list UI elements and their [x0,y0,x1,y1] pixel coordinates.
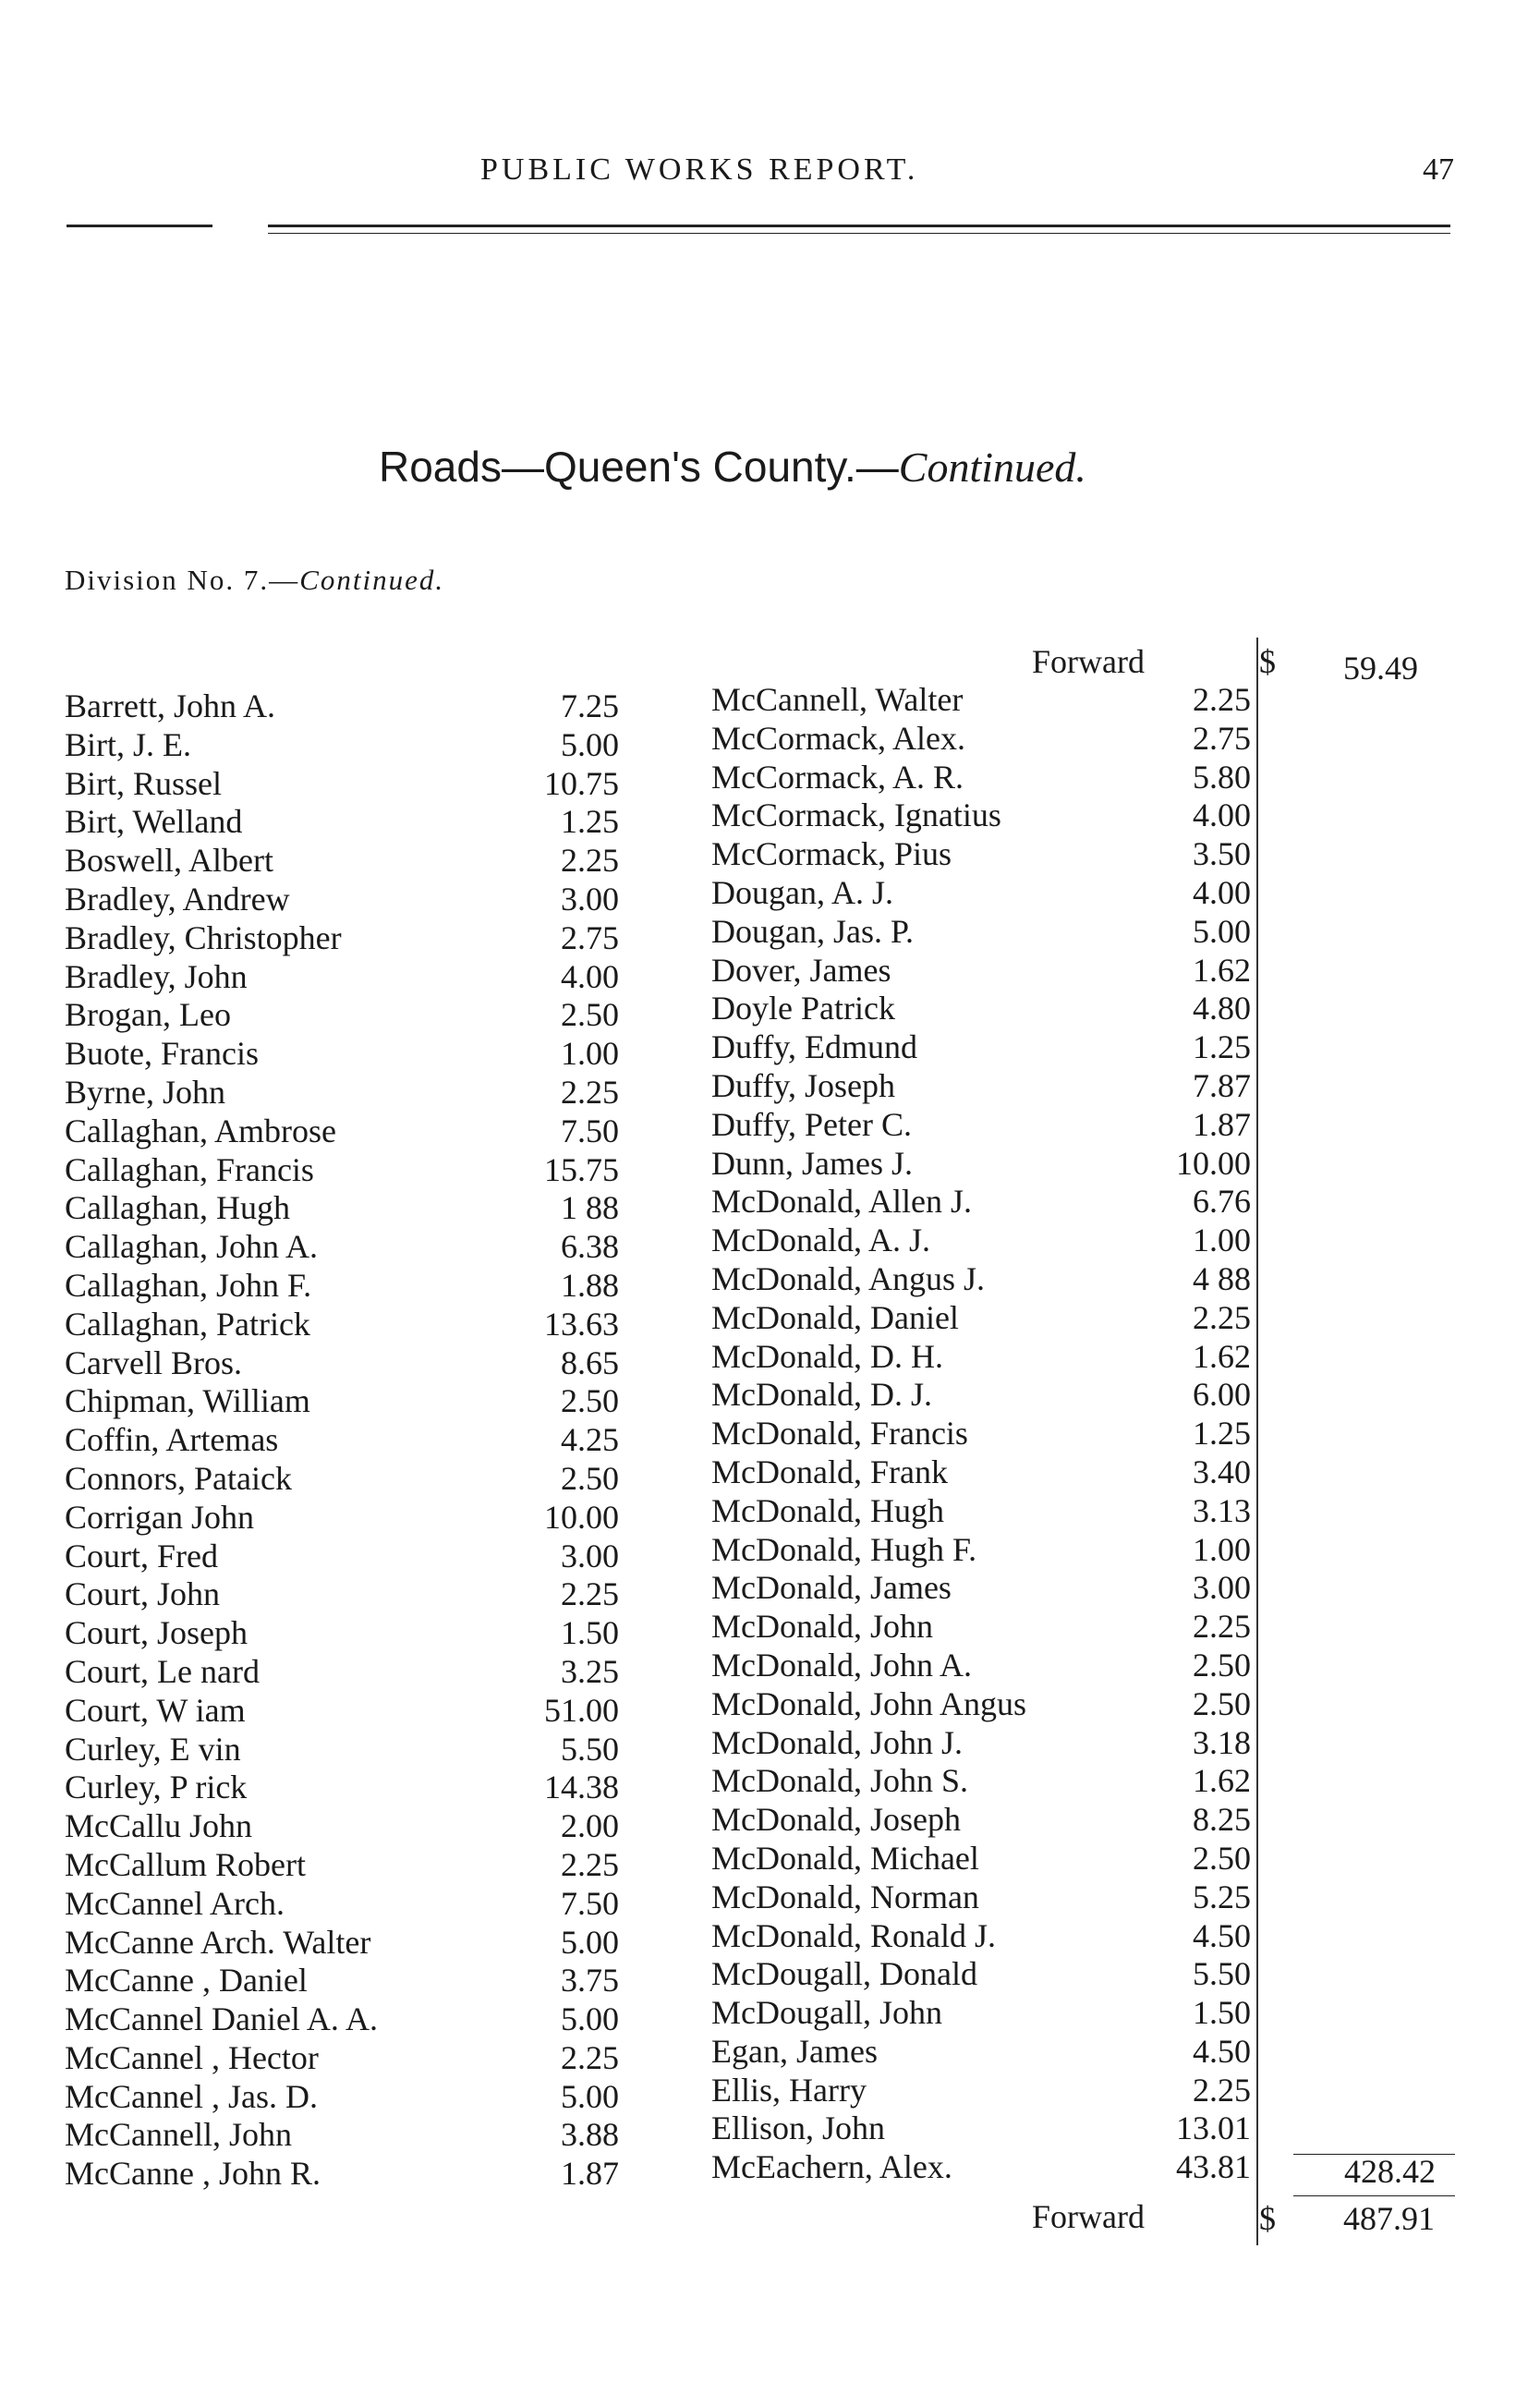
entry-amount: 3.40 [1193,1453,1251,1490]
entry-name: McCallu John [65,1807,252,1845]
entry-amount: 8.65 [561,1343,619,1381]
list-item [65,2116,619,2155]
list-item [65,1112,619,1151]
entry-amount: 2.25 [561,2038,619,2076]
entry-name: McCannel Arch. [65,1884,285,1922]
entry-amount: 2.50 [1193,1684,1251,1722]
entry-amount: 1.62 [1193,951,1251,989]
entry-name: McDonald, Frank [711,1453,948,1490]
list-item [711,681,1256,720]
list-item [711,720,1256,759]
entry-amount: 1.87 [561,2155,619,2193]
division-label-text: Division No. 7.— [65,564,300,596]
entry-name: Bradley, Andrew [65,880,290,918]
list-item [711,1183,1256,1222]
entry-name: McCormack, Ignatius [711,796,1001,834]
list-item [711,990,1256,1028]
list-item [711,874,1256,913]
column-rule [1256,638,1258,2245]
entry-name: Barrett, John A. [65,687,275,724]
entry-name: Duffy, Peter C. [711,1105,912,1143]
list-item [65,919,619,958]
list-item [65,1538,619,1576]
list-item [65,1692,619,1731]
entry-amount: 1.50 [561,1614,619,1652]
entry-name: McDougall, John [711,1994,942,2032]
list-item [711,1222,1256,1260]
forward-top-currency: $ [1259,643,1276,680]
section-title [379,442,1086,492]
entry-name: Byrne, John [65,1073,225,1111]
list-item [711,2072,1256,2110]
list-item [711,796,1256,835]
entry-name: McCanne , Daniel [65,1962,308,2000]
section-title-text: Roads—Queen's County.— [379,443,899,491]
header-rule-long [268,225,1450,227]
list-item [711,1955,1256,1994]
entry-amount: 7.87 [1193,1066,1251,1104]
entry-name: Callaghan, John F. [65,1266,312,1304]
entry-name: McDonald, Norman [711,1878,979,1915]
list-item [711,1415,1256,1453]
list-item [65,1731,619,1769]
entry-name: McDonald, Francis [711,1415,968,1453]
entry-name: Dougan, Jas. P. [711,912,915,950]
entry-name: McDonald, Michael [711,1839,979,1877]
list-item [711,1801,1256,1840]
list-item [711,1531,1256,1570]
entry-name: McCannell, Walter [711,681,964,718]
forward-top-label: Forward [1032,643,1145,680]
entry-name: Duffy, Joseph [711,1066,895,1104]
entry-name: McCanne , John R. [65,2155,321,2193]
entry-amount: 4.00 [1193,873,1251,911]
list-item [711,1453,1256,1492]
entry-amount: 1.88 [561,1266,619,1304]
entry-name: Ellis, Harry [711,2071,867,2109]
list-item [65,1499,619,1538]
list-item [711,1762,1256,1801]
total-rule-bottom [1293,2195,1455,2196]
list-item [65,1306,619,1344]
list-item [65,1228,619,1267]
entry-name: Callaghan, Francis [65,1150,314,1188]
entry-amount: 7.50 [561,1884,619,1922]
entry-name: Egan, James [711,2032,878,2070]
entry-name: McDonald, Hugh F. [711,1530,977,1568]
header-rule-thin [268,233,1450,234]
entry-name: Duffy, Edmund [711,1028,917,1066]
entry-amount: 2.25 [1193,1608,1251,1646]
entry-amount: 1.00 [1193,1530,1251,1568]
list-item [65,1189,619,1228]
entry-name: McCannell, John [65,2116,292,2154]
entry-amount: 2.25 [561,1845,619,1883]
entry-name: Curley, P rick [65,1769,248,1806]
entry-amount: 3.25 [561,1652,619,1690]
entry-name: Court, W iam [65,1691,246,1729]
entry-amount: 5.25 [1193,1878,1251,1915]
entry-amount: 2.50 [1193,1646,1251,1684]
entry-name: Birt, Russel [65,764,223,802]
entry-name: Carvell Bros. [65,1343,242,1381]
entry-amount: 2.25 [1193,1298,1251,1336]
list-item [711,1647,1256,1685]
list-item [65,1267,619,1306]
list-item [711,1260,1256,1299]
entry-amount: 4.80 [1193,990,1251,1027]
header-rule-short [67,225,212,227]
entry-amount: 2.50 [1193,1839,1251,1877]
entry-amount: 4.50 [1193,2032,1251,2070]
list-item [65,2078,619,2117]
entry-name: Connors, Pataick [65,1459,292,1497]
entry-name: McCannel , Jas. D. [65,2077,318,2115]
entry-name: McDonald, John [711,1608,933,1646]
list-item [65,1382,619,1421]
entry-name: Buote, Francis [65,1035,259,1073]
list-item [65,1575,619,1614]
entry-amount: 1.00 [1193,1222,1251,1259]
entry-name: Birt, J. E. [65,725,192,763]
entry-amount: 6.38 [561,1228,619,1266]
entry-name: Callaghan, Hugh [65,1189,290,1227]
list-item [711,1724,1256,1763]
entry-amount: 51.00 [544,1691,619,1729]
entry-amount: 4.25 [561,1421,619,1459]
list-item [711,952,1256,991]
entry-amount: 10.75 [544,764,619,802]
entry-amount: 7.50 [561,1112,619,1149]
entry-amount: 5.50 [561,1730,619,1768]
entry-name: McDonald, Daniel [711,1298,959,1336]
list-item [65,1885,619,1924]
entry-amount: 4 88 [1193,1259,1251,1297]
entry-amount: 14.38 [544,1769,619,1806]
entry-amount: 2.50 [561,1459,619,1497]
list-item [711,759,1256,797]
entry-name: McDonald, Ronald J. [711,1916,996,1954]
list-item [711,835,1256,874]
list-item [65,1614,619,1653]
entry-amount: 2.25 [561,842,619,880]
entry-name: McCannel , Hector [65,2038,319,2076]
entry-name: McDonald, Hugh [711,1491,944,1529]
page-number: 47 [1423,152,1454,187]
entry-amount: 3.13 [1193,1491,1251,1529]
entry-amount: 10.00 [1176,1144,1251,1182]
entry-amount: 3.00 [561,880,619,918]
list-item [711,1840,1256,1878]
entry-amount: 8.25 [1193,1801,1251,1839]
entry-name: McDonald, Angus J. [711,1259,985,1297]
entry-name: McDonald, John S. [711,1762,968,1800]
entry-amount: 2.25 [1193,2071,1251,2109]
entry-amount: 3.00 [561,1537,619,1574]
entry-name: Dover, James [711,951,891,989]
list-item [65,765,619,804]
entry-amount: 2.25 [1193,681,1251,718]
entry-amount: 1.25 [1193,1415,1251,1453]
list-item [711,913,1256,952]
forward-bottom-label: Forward [1032,2198,1145,2235]
entry-amount: 13.63 [544,1305,619,1343]
entry-name: Curley, E vin [65,1730,241,1768]
entry-name: Callaghan, Ambrose [65,1112,336,1149]
entry-name: McDonald, John Angus [711,1684,1026,1722]
list-item [65,687,619,726]
list-item [65,803,619,842]
entry-amount: 5.80 [1193,758,1251,796]
entry-name: Bradley, Christopher [65,918,342,956]
list-item [65,1846,619,1885]
list-item [711,1299,1256,1338]
entry-amount: 1.62 [1193,1337,1251,1375]
entry-name: Court, Joseph [65,1614,248,1652]
entry-amount: 4.50 [1193,1916,1251,1954]
entry-name: McCannel Daniel A. A. [65,2000,378,2038]
entry-name: Ellison, John [711,2109,886,2147]
entry-amount: 5.00 [561,725,619,763]
list-item [711,1994,1256,2033]
list-item [711,1917,1256,1956]
list-item [711,1492,1256,1531]
list-item [65,842,619,881]
entry-name: McEachern, Alex. [711,2148,952,2186]
list-item [711,2109,1256,2148]
forward-bottom-amount: 487.91 [1343,2200,1435,2237]
entry-amount: 3.75 [561,1962,619,2000]
entry-amount: 2.75 [1193,719,1251,757]
entry-name: Boswell, Albert [65,842,273,880]
division-label-continued: Continued. [299,564,445,596]
entry-amount: 5.50 [1193,1955,1251,1993]
entry-amount: 1.50 [1193,1994,1251,2032]
list-item [711,1145,1256,1184]
entry-amount: 1 88 [561,1189,619,1227]
entry-name: Court, Le nard [65,1652,260,1690]
entry-name: Callaghan, John A. [65,1228,318,1266]
entry-amount: 1.00 [561,1035,619,1073]
entry-name: Court, Fred [65,1537,218,1574]
entry-amount: 5.00 [561,2077,619,2115]
entry-amount: 1.25 [1193,1028,1251,1066]
list-item [65,1421,619,1460]
list-item [65,1460,619,1499]
entry-name: McCanne Arch. Walter [65,1923,371,1961]
right-column-list [711,681,1256,2187]
division-label [65,564,444,597]
list-item [711,1338,1256,1377]
entry-name: Dunn, James J. [711,1144,913,1182]
entry-amount: 2.00 [561,1807,619,1845]
entry-name: McDonald, A. J. [711,1222,930,1259]
list-item [711,2148,1256,2187]
entry-name: McDonald, Allen J. [711,1183,972,1221]
list-item [65,996,619,1035]
list-item [711,1376,1256,1415]
entry-name: Coffin, Artemas [65,1421,279,1459]
entry-name: McCormack, Alex. [711,719,965,757]
entry-amount: 2.25 [561,1073,619,1111]
entry-amount: 2.50 [561,1382,619,1420]
entry-amount: 5.00 [561,2000,619,2038]
entry-amount: 2.75 [561,918,619,956]
list-item [711,1067,1256,1106]
entry-amount: 6.76 [1193,1183,1251,1221]
entry-name: McDonald, D. J. [711,1376,932,1414]
list-item [65,1807,619,1846]
entry-amount: 3.50 [1193,835,1251,873]
entry-name: McCormack, A. R. [711,758,964,796]
running-header: PUBLIC WORKS REPORT. [480,152,919,187]
forward-top-amount: 59.49 [1343,650,1418,687]
list-item [65,2000,619,2039]
list-item [65,2039,619,2078]
entry-name: Bradley, John [65,957,248,995]
list-item [711,1028,1256,1067]
entry-name: Chipman, William [65,1382,310,1420]
entry-name: Court, John [65,1575,221,1613]
entry-amount: 13.01 [1176,2109,1251,2147]
entry-amount: 7.25 [561,687,619,724]
list-item [65,1035,619,1074]
entry-name: Doyle Patrick [711,990,895,1027]
entry-amount: 6.00 [1193,1376,1251,1414]
entry-name: McDonald, James [711,1569,952,1607]
entry-amount: 1.87 [1193,1105,1251,1143]
list-item [711,1878,1256,1917]
entry-amount: 1.25 [561,803,619,841]
list-item [711,1685,1256,1724]
entry-name: McCallum Robert [65,1845,306,1883]
entry-amount: 3.88 [561,2116,619,2154]
list-item [65,2155,619,2194]
list-item [711,1569,1256,1608]
entry-amount: 2.50 [561,996,619,1034]
list-item [65,726,619,765]
column-total: 428.42 [1344,2153,1436,2190]
entry-amount: 2.25 [561,1575,619,1613]
entry-amount: 1.62 [1193,1762,1251,1800]
entry-amount: 3.00 [1193,1569,1251,1607]
list-item [711,2033,1256,2072]
entry-amount: 3.18 [1193,1723,1251,1761]
entry-amount: 43.81 [1176,2148,1251,2186]
entry-name: Callaghan, Patrick [65,1305,310,1343]
left-column-list [65,687,619,2194]
list-item [65,1344,619,1383]
entry-name: Corrigan John [65,1498,254,1536]
entry-amount: 10.00 [544,1498,619,1536]
list-item [65,1653,619,1692]
list-item [65,881,619,919]
entry-name: McDonald, D. H. [711,1337,943,1375]
entry-name: Birt, Welland [65,803,243,841]
list-item [711,1106,1256,1145]
entry-name: McDonald, John A. [711,1646,972,1684]
list-item [65,1074,619,1112]
entry-amount: 5.00 [561,1923,619,1961]
list-item [711,1608,1256,1647]
entry-name: McCormack, Pius [711,835,952,873]
section-title-continued: Continued. [898,444,1086,491]
entry-name: McDonald, Joseph [711,1801,961,1839]
entry-amount: 4.00 [561,957,619,995]
entry-name: McDonald, John J. [711,1723,963,1761]
list-item [65,1962,619,2000]
list-item [65,1769,619,1807]
entry-name: Brogan, Leo [65,996,231,1034]
forward-bottom-currency: $ [1259,2200,1276,2237]
list-item [65,958,619,997]
list-item [65,1151,619,1190]
entry-amount: 15.75 [544,1150,619,1188]
entry-name: Dougan, A. J. [711,873,893,911]
entry-amount: 4.00 [1193,796,1251,834]
entry-name: McDougall, Donald [711,1955,977,1993]
list-item [65,1924,619,1963]
entry-amount: 5.00 [1193,912,1251,950]
